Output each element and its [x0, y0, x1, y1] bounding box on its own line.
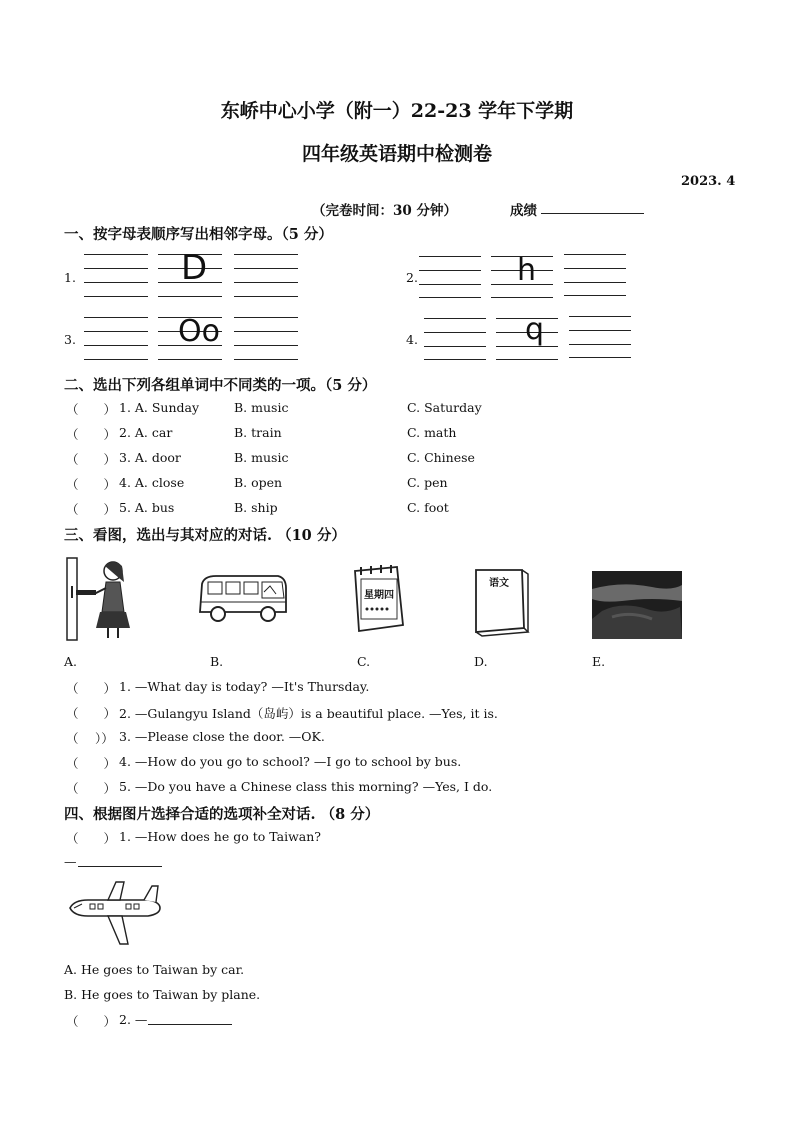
- s4-answer-blank[interactable]: [78, 866, 162, 867]
- s3-q5-text: 5. —Do you have a Chinese class this morning? —Yes, I do.: [119, 779, 493, 794]
- s2-q1-c: C. Saturday: [407, 400, 482, 415]
- s3-q3-text: 3. —Please close the door. —OK.: [119, 729, 325, 744]
- s1-item2-num: 2.: [406, 270, 418, 285]
- s4-q2-blank[interactable]: [148, 1024, 232, 1025]
- s2-q3-a: 3. A. door: [119, 450, 181, 465]
- pic-label-b: B.: [210, 654, 224, 669]
- s3-q4-paren[interactable]: （ ）: [66, 756, 117, 771]
- s1-item3-letter: Oo: [178, 314, 220, 349]
- pic-label-c: C.: [357, 654, 371, 669]
- pic-label-a: A.: [64, 654, 78, 669]
- s2-q3-c: C. Chinese: [407, 450, 475, 465]
- calendar-image: [349, 563, 407, 635]
- s3-q4-text: 4. —How do you go to school? —I go to school by bus.: [119, 754, 462, 769]
- s4-q2-paren[interactable]: （ ）: [66, 1014, 117, 1029]
- s3-q2-paren[interactable]: （ ）: [66, 706, 117, 721]
- chinese-book-image: [468, 566, 532, 638]
- exam-title-line2: 四年级英语期中检测卷: [301, 143, 492, 165]
- s2-q2-paren[interactable]: （ ）: [66, 427, 117, 442]
- s3-q2-text: 2. —Gulangyu Island（岛屿）is a beautiful place. —Yes, it is.: [119, 706, 498, 721]
- s2-q2-a: 2. A. car: [119, 425, 173, 440]
- pic-label-d: D.: [474, 654, 488, 669]
- exam-date: 2023. 4: [681, 174, 736, 189]
- s2-q2-b: B. train: [234, 425, 282, 440]
- s2-q5-a: 5. A. bus: [119, 500, 175, 515]
- score-blank[interactable]: [541, 213, 644, 214]
- s1-item1-letter: D: [181, 248, 208, 288]
- s4-option-a: A. He goes to Taiwan by car.: [64, 962, 245, 977]
- section2-heading: 二、选出下列各组单词中不同类的一项。（5 分）: [64, 377, 377, 394]
- s3-q5-paren[interactable]: （ ）: [66, 781, 117, 796]
- s2-q5-b: B. ship: [234, 500, 278, 515]
- exam-title-line1: 东峤中心小学（附一）22-23 学年下学期: [220, 100, 574, 122]
- s2-q4-paren[interactable]: （ ）: [66, 477, 117, 492]
- s2-q1-paren[interactable]: （ ）: [66, 402, 117, 417]
- s4-answer-dash: —: [64, 854, 77, 869]
- island-photo-image: [592, 571, 682, 639]
- s3-q1-paren[interactable]: （ ）: [66, 681, 117, 696]
- s2-q4-c: C. pen: [407, 475, 448, 490]
- time-note: （完卷时间：30 分钟）: [312, 203, 457, 219]
- s2-q2-c: C. math: [407, 425, 457, 440]
- s2-q3-paren[interactable]: （ ）: [66, 452, 117, 467]
- s2-q1-a: 1. A. Sunday: [119, 400, 200, 415]
- s3-q1-text: 1. —What day is today? —It's Thursday.: [119, 679, 370, 694]
- s2-q5-paren[interactable]: （ ）: [66, 502, 117, 517]
- section3-heading: 三、看图，选出与其对应的对话. （10 分）: [64, 527, 346, 544]
- s4-q1-text: 1. —How does he go to Taiwan?: [119, 829, 321, 844]
- s2-q5-c: C. foot: [407, 500, 449, 515]
- s4-q2-text: 2. —: [119, 1012, 148, 1027]
- s4-q1-paren[interactable]: （ ）: [66, 831, 117, 846]
- calendar-text: 星期四: [364, 590, 394, 601]
- girl-closing-door-image: [64, 556, 142, 642]
- book-text: 语文: [489, 578, 509, 589]
- s2-q4-a: 4. A. close: [119, 475, 185, 490]
- section4-heading: 四、根据图片选择合适的选项补全对话. （8 分）: [64, 806, 380, 823]
- bus-image: [196, 572, 288, 628]
- s1-item4-num: 4.: [406, 332, 418, 347]
- score-label: 成绩: [510, 203, 537, 219]
- pic-label-e: E.: [592, 654, 606, 669]
- s4-option-b: B. He goes to Taiwan by plane.: [64, 987, 261, 1002]
- s2-q1-b: B. music: [234, 400, 289, 415]
- s1-item1-num: 1.: [64, 270, 76, 285]
- s1-item4-letter: q: [525, 312, 545, 347]
- s1-item3-num: 3.: [64, 332, 76, 347]
- s2-q3-b: B. music: [234, 450, 289, 465]
- s2-q4-b: B. open: [234, 475, 283, 490]
- section1-heading: 一、按字母表顺序写出相邻字母。（5 分）: [64, 226, 333, 243]
- airplane-image: [64, 878, 164, 950]
- s1-item2-letter: h: [517, 253, 537, 288]
- s3-q3-paren[interactable]: （ ））: [66, 731, 114, 746]
